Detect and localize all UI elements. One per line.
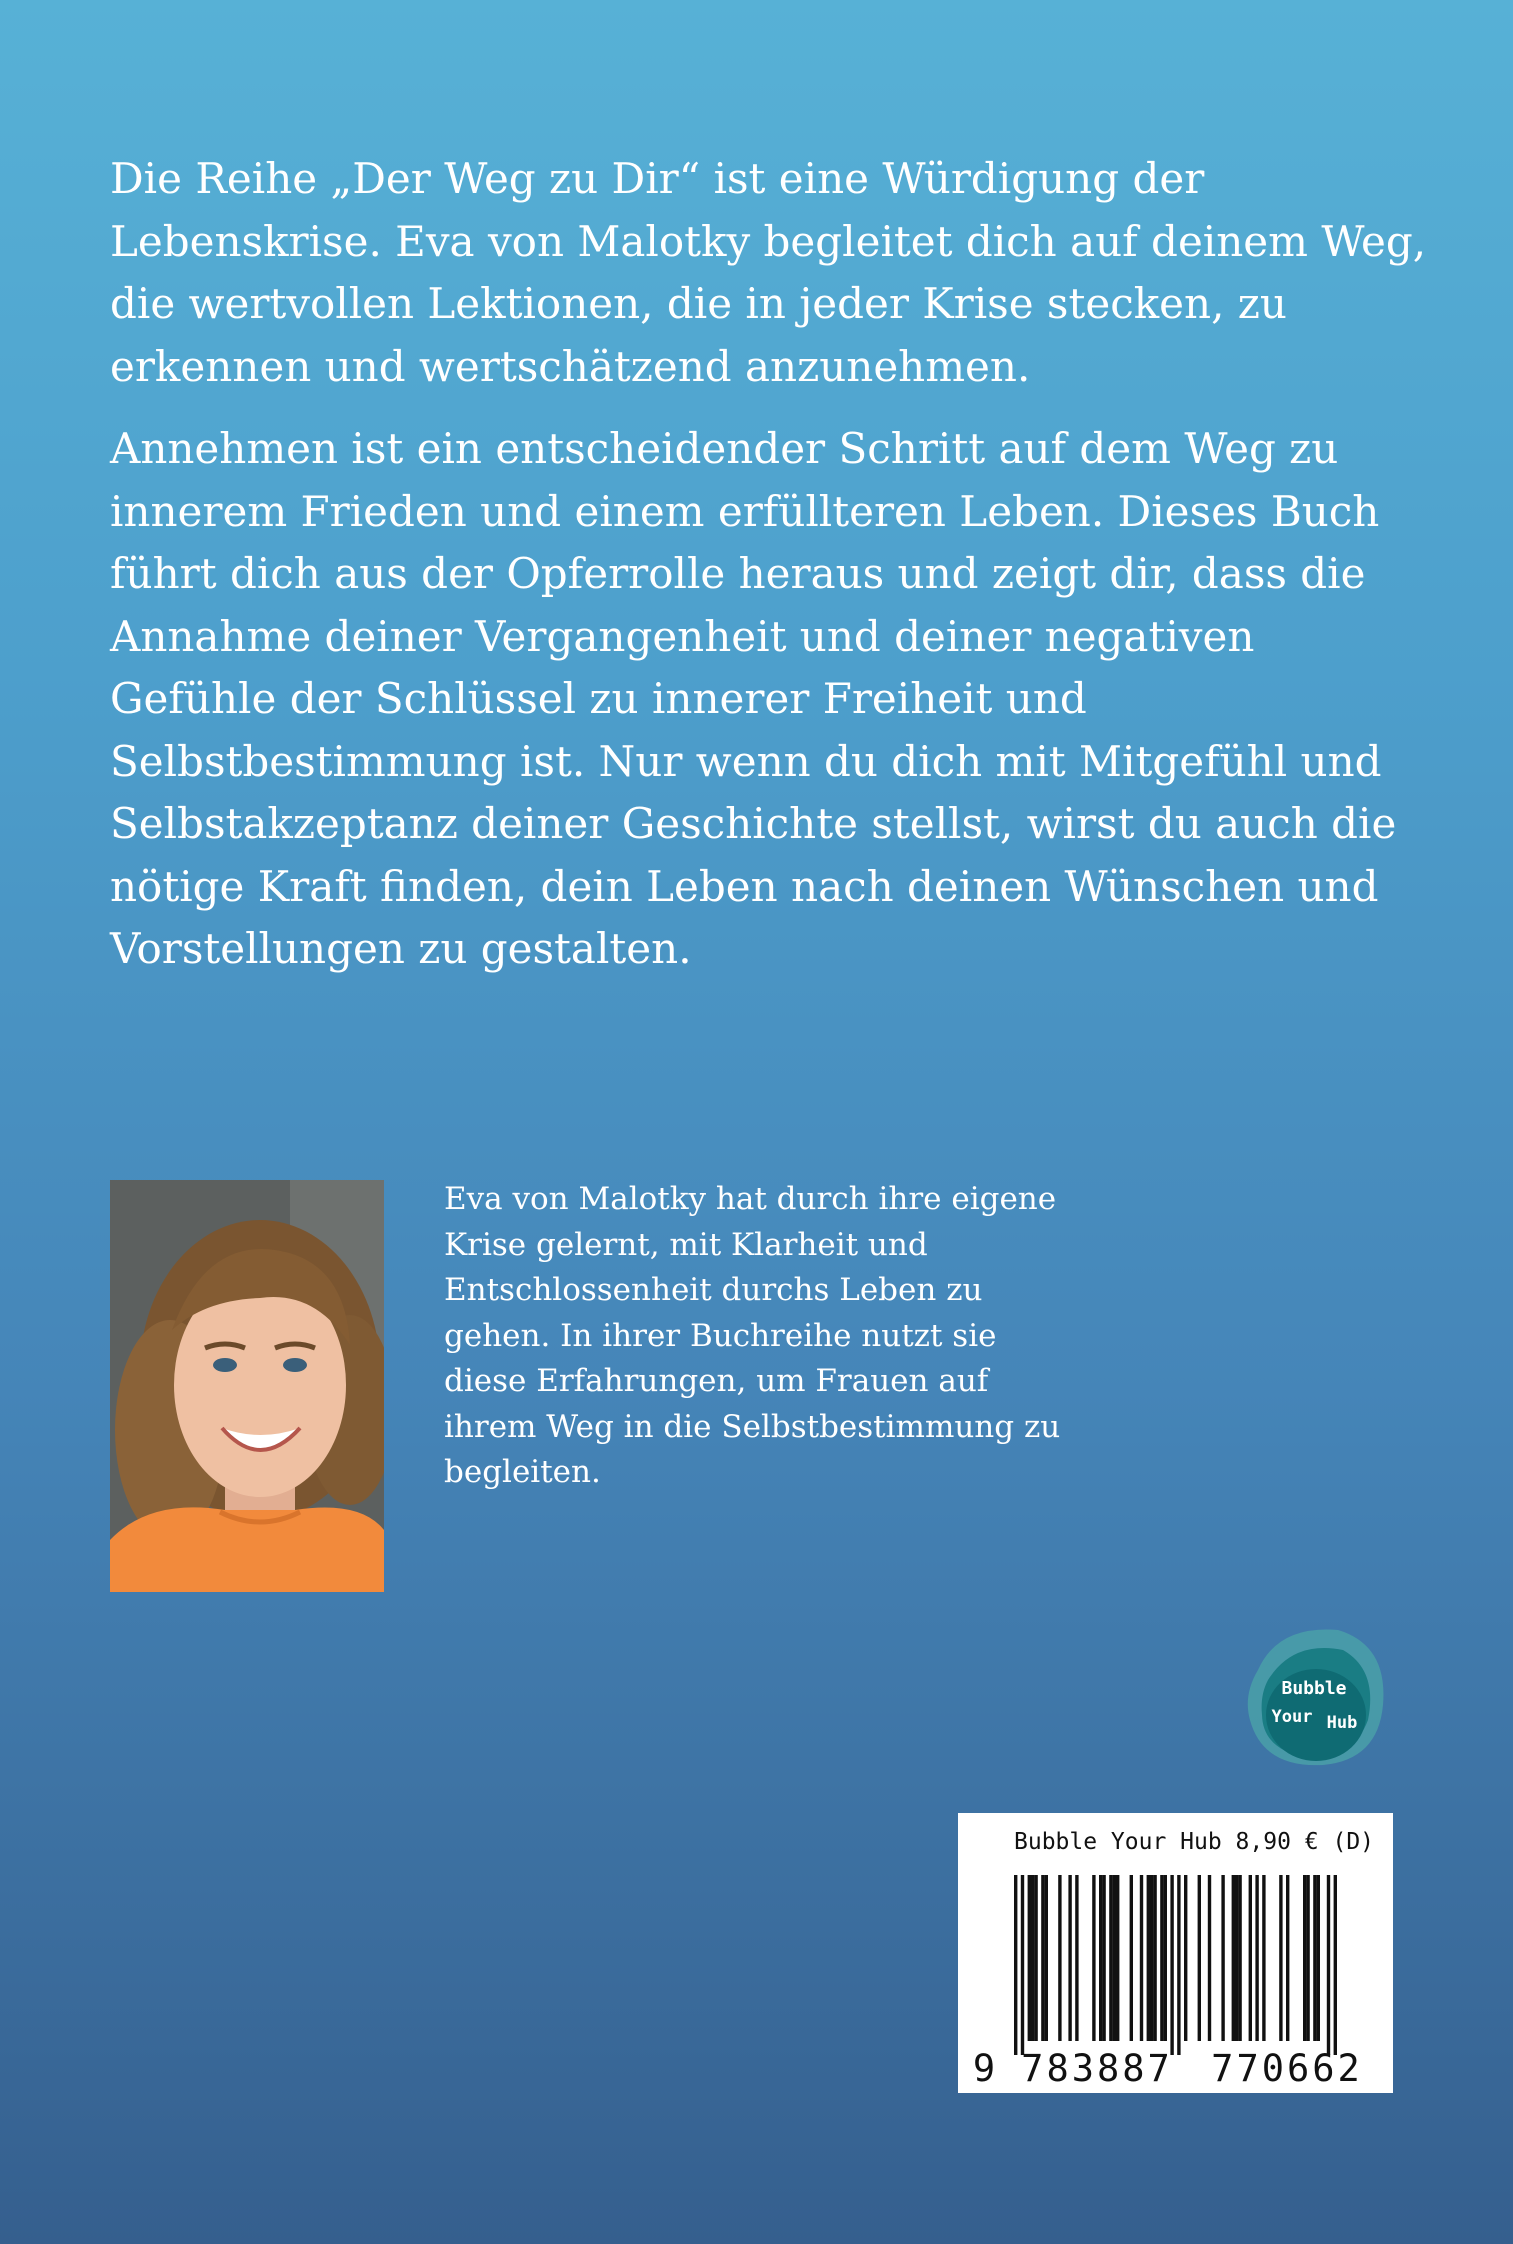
barcode-bar bbox=[1317, 1875, 1320, 2041]
blurb-paragraph-description: Annehmen ist ein entscheidender Schritt auf dem Weg zu innerem Frieden und einem erfüllteren Leben. Dieses Buch führt dich aus der Opferrolle heraus und zeigt dir, dass die Annahme deiner Vergangenheit und deiner negativen Gefühle der Schlüssel zu innerer Freiheit und Selbstbestimmung ist. Nur wenn du dich mit Mitgefühl und Selbstakzeptanz deiner Geschichte stellst, wirst du auch die nötige Kraft finden, dein Leben nach deinen Wünschen und Vorstellungen zu gestalten. bbox=[110, 424, 1397, 973]
barcode-bar bbox=[1102, 1875, 1105, 2041]
barcode-digits-right: 770662 bbox=[1211, 2047, 1363, 2090]
author-photo bbox=[110, 1180, 384, 1592]
barcode-bars-icon bbox=[958, 1813, 1393, 2093]
barcode-digits-left: 783887 bbox=[1021, 2047, 1173, 2090]
barcode-bar bbox=[1150, 1875, 1153, 2041]
barcode-bar bbox=[1177, 1875, 1180, 2055]
barcode-digit-first: 9 bbox=[972, 2047, 996, 2090]
logo-word-hub: Hub bbox=[1326, 1713, 1358, 1733]
barcode-bar bbox=[1113, 1875, 1116, 2041]
barcode-bar bbox=[1208, 1875, 1211, 2041]
barcode-bar bbox=[1099, 1875, 1102, 2041]
barcode-bar bbox=[1327, 1875, 1330, 2055]
barcode-bar bbox=[1021, 1875, 1024, 2055]
barcode-bar bbox=[1232, 1875, 1235, 2041]
barcode-bar bbox=[1279, 1875, 1282, 2041]
barcode-bar bbox=[1147, 1875, 1150, 2041]
barcode-bar bbox=[1092, 1875, 1095, 2041]
barcode-bar bbox=[1221, 1875, 1224, 2041]
barcode-bar bbox=[1031, 1875, 1034, 2041]
barcode-bar bbox=[1140, 1875, 1143, 2041]
logo-word-your: Your bbox=[1271, 1707, 1313, 1727]
barcode-bar bbox=[1238, 1875, 1241, 2041]
barcode-bar bbox=[1045, 1875, 1048, 2041]
barcode-bar bbox=[1028, 1875, 1031, 2041]
barcode-bar bbox=[1313, 1875, 1316, 2041]
barcode-bar bbox=[1068, 1875, 1071, 2041]
barcode-bar bbox=[1235, 1875, 1238, 2041]
barcode-bar bbox=[1170, 1875, 1173, 2055]
barcode-bar bbox=[1160, 1875, 1163, 2041]
barcode-bar bbox=[1164, 1875, 1167, 2041]
barcode-bar bbox=[1255, 1875, 1258, 2041]
barcode-bar bbox=[1058, 1875, 1061, 2041]
barcode-bar bbox=[1041, 1875, 1044, 2041]
barcode-bar bbox=[1303, 1875, 1306, 2041]
logo-word-bubble: Bubble bbox=[1281, 1678, 1347, 1699]
barcode-bar bbox=[1184, 1875, 1187, 2041]
author-portrait-illustration bbox=[110, 1180, 384, 1592]
barcode-bar bbox=[1075, 1875, 1078, 2041]
barcode-bar bbox=[1109, 1875, 1112, 2041]
barcode-bar bbox=[1130, 1875, 1133, 2041]
back-cover-blurb bbox=[110, 148, 1430, 1001]
barcode-bar bbox=[1262, 1875, 1265, 2041]
barcode-bar bbox=[1334, 1875, 1337, 2055]
barcode-bar bbox=[1116, 1875, 1119, 2041]
author-bio: Eva von Malotky hat durch ihre eigene Krise gelernt, mit Klarheit und Entschlossenheit durchs Leben zu gehen. In ihrer Buchreihe nutzt sie diese Erfahrungen, um Frauen auf ihrem Weg in die Selbstbestimmung zu begleiten. bbox=[444, 1181, 1061, 1490]
barcode-bar bbox=[1014, 1875, 1017, 2055]
publisher-logo bbox=[1238, 1620, 1390, 1772]
barcode-bar bbox=[1286, 1875, 1289, 2041]
barcode-price-label: Bubble Your Hub 8,90 € (D) bbox=[1014, 1829, 1375, 1855]
blurb-paragraph-intro: Die Reihe „Der Weg zu Dir“ ist eine Würdigung der Lebenskrise. Eva von Malotky begleitet dich auf deinem Weg, die wertvollen Lektionen, die in jeder Krise stecken, zu erkennen und wertschätzend anzunehmen. bbox=[110, 154, 1427, 391]
isbn-barcode bbox=[958, 1813, 1393, 2093]
barcode-bar bbox=[1153, 1875, 1156, 2041]
barcode-bar bbox=[1198, 1875, 1201, 2041]
barcode-bar bbox=[1306, 1875, 1309, 2041]
bubble-logo-icon bbox=[1238, 1620, 1390, 1772]
barcode-bar bbox=[1249, 1875, 1252, 2041]
barcode-bar bbox=[1034, 1875, 1037, 2041]
